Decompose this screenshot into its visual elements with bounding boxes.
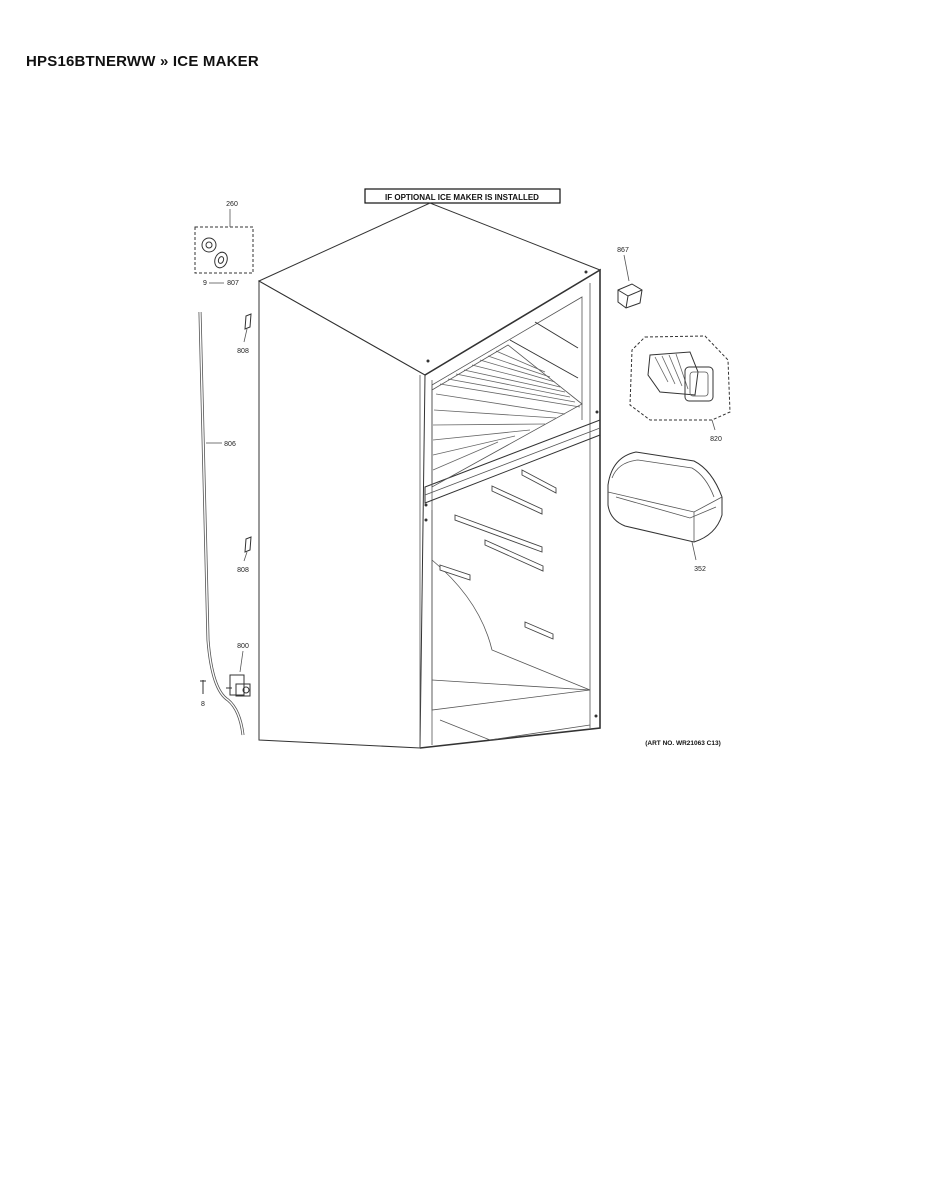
ice-maker-820 (630, 336, 730, 443)
callout-806: 806 (224, 441, 236, 448)
art-number: (ART NO. WR21063 C13) (645, 740, 721, 747)
callout-9: 9 (203, 280, 207, 287)
bracket-867 (617, 247, 642, 308)
shelf-rails (440, 470, 556, 639)
part-260-group (195, 201, 253, 287)
callout-867: 867 (617, 247, 629, 254)
callout-808-lower: 808 (237, 567, 249, 574)
water-valve-800 (226, 643, 250, 696)
refrigerator-cabinet (259, 203, 600, 748)
callout-807: 807 (227, 280, 239, 287)
ice-bucket-352 (608, 452, 722, 573)
callout-352: 352 (694, 566, 706, 573)
banner-text: IF OPTIONAL ICE MAKER IS INSTALLED (385, 193, 539, 202)
callout-808-upper: 808 (237, 348, 249, 355)
callout-8: 8 (201, 701, 205, 708)
page-title: HPS16BTNERWW » ICE MAKER (26, 53, 259, 70)
clip-808-lower (237, 537, 251, 574)
callout-800: 800 (237, 643, 249, 650)
callout-820: 820 (710, 436, 722, 443)
optional-ice-maker-banner (365, 189, 560, 203)
water-tube-806 (200, 312, 243, 735)
screw-8 (200, 680, 206, 708)
clip-808-upper (237, 314, 251, 355)
callout-260: 260 (226, 201, 238, 208)
